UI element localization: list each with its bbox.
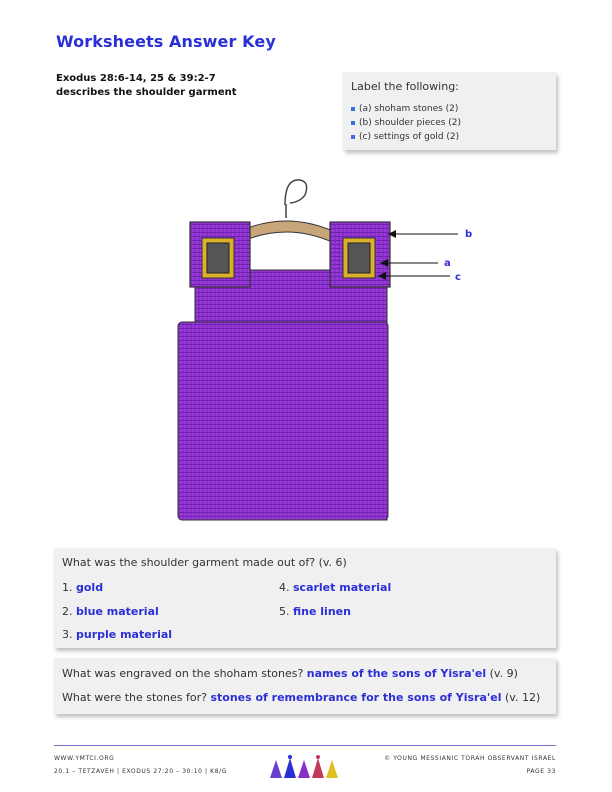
footer-divider [54,745,556,746]
question-1-box [54,548,556,648]
garment-front [178,322,388,520]
question-2-box [54,658,556,714]
bullet-icon [351,135,355,139]
label-list [351,102,461,144]
bullet-icon [351,107,355,111]
shoham-stone-right [348,243,370,273]
answer-5: 5. fine linen [279,605,351,618]
page-title: Worksheets Answer Key [56,32,276,51]
footer-portion: 20.1 – TETZAVEH | EXODUS 27:20 – 30:10 | K8/G [54,768,227,775]
answer-1: 1. gold [62,581,104,594]
bullet-icon [351,121,355,125]
callout-a: a [444,258,451,269]
hanger-bar [238,221,335,242]
label-instructions-box [343,72,556,150]
label-item-a: (a) shoham stones (2) [351,102,461,116]
reference-line-1: Exodus 28:6-14, 25 & 39:2-7 [56,73,216,84]
label-item-c: (c) settings of gold (2) [351,130,461,144]
question-2b: What were the stones for? stones of remembrance for the sons of Yisra'el (v. 12) [62,691,541,704]
shoham-stone-left [207,243,229,273]
footer-copyright: © YOUNG MESSIANIC TORAH OBSERVANT ISRAEL [384,755,556,762]
callout-b: b [465,229,473,240]
ymtoi-logo-icon [268,754,348,780]
shoulder-garment-illustration [160,170,490,530]
answer-2: 2. blue material [62,605,159,618]
hanger-hook [285,180,307,205]
question-1-text: What was the shoulder garment made out of? (v. 6) [62,556,347,569]
footer-page: PAGE 33 [526,768,556,775]
label-heading: Label the following: [351,80,459,93]
answer-3: 3. purple material [62,628,173,641]
callout-c: c [455,272,461,283]
answer-4: 4. scarlet material [279,581,392,594]
question-2a: What was engraved on the shoham stones? names of the sons of Yisra'el (v. 9) [62,667,518,680]
label-item-b: (b) shoulder pieces (2) [351,116,461,130]
reference-line-2: describes the shoulder garment [56,87,237,98]
footer-website: WWW.YMTCI.ORG [54,755,115,762]
scripture-reference [56,72,237,100]
